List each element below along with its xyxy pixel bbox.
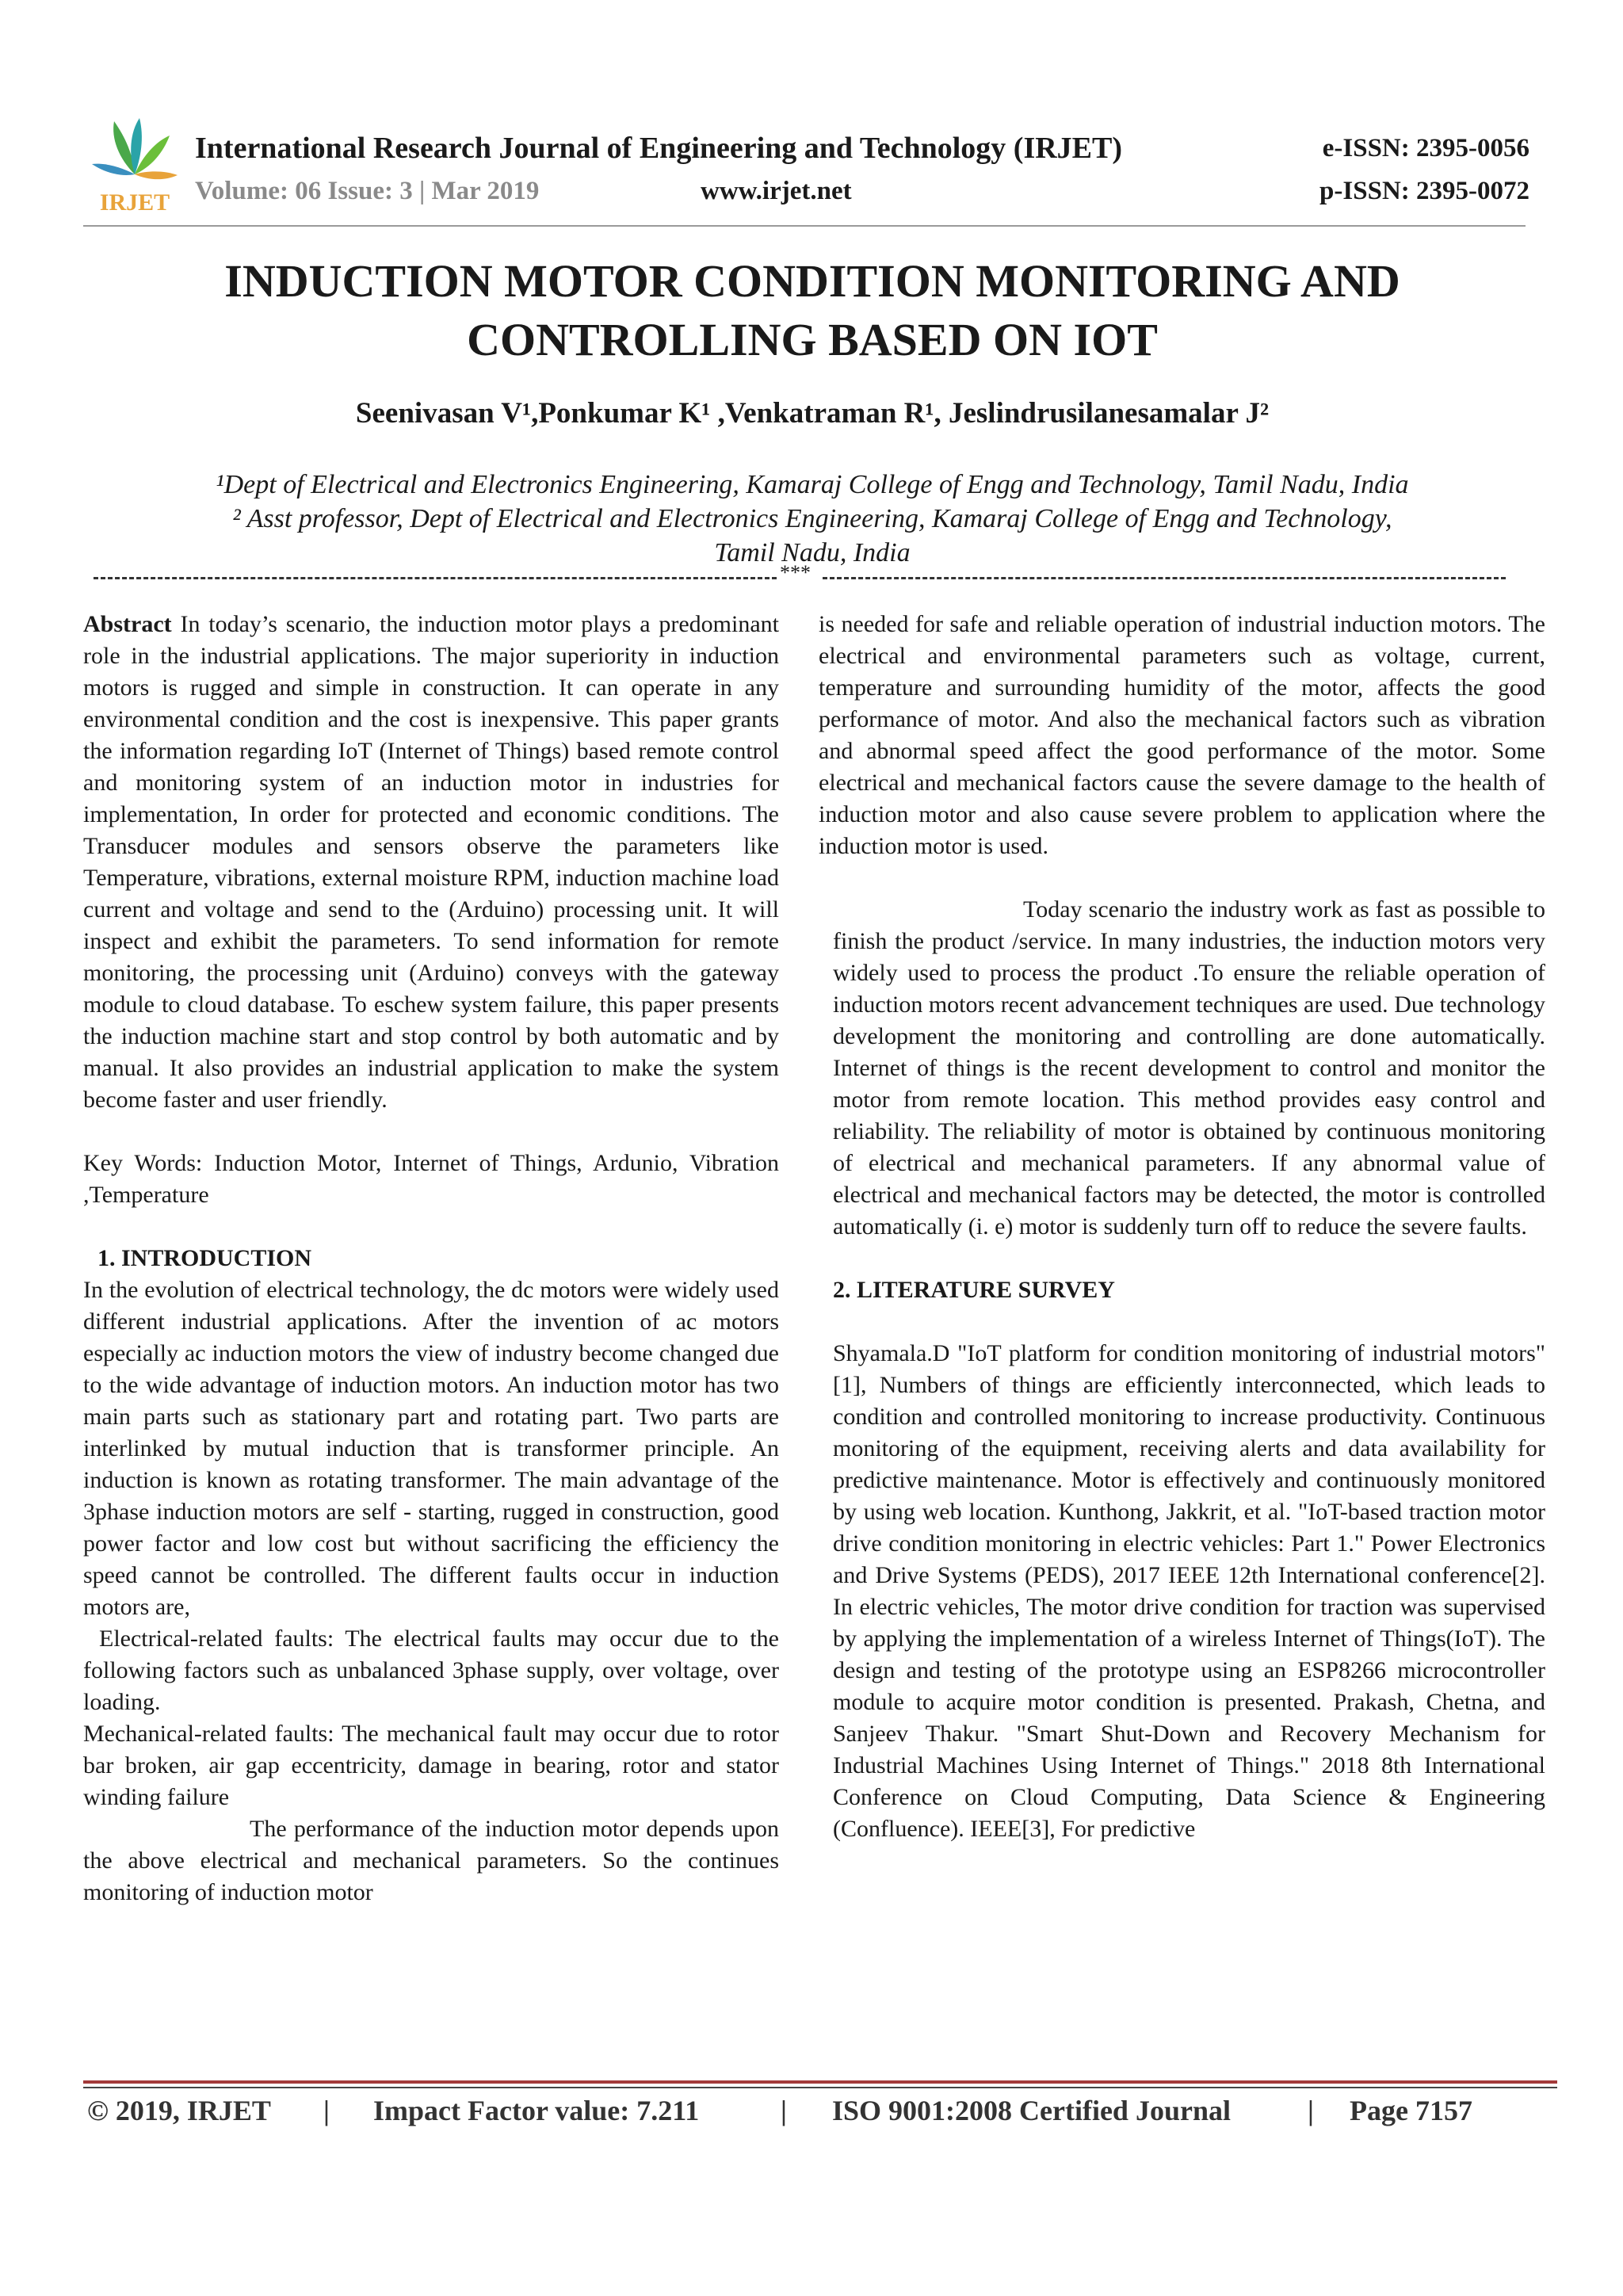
footer-copyright: © 2019, IRJET	[87, 2095, 271, 2126]
affiliation-2: ² Asst professor, Dept of Electrical and Electronics Engineering, Kamaraj College of Engg and Technology,	[232, 504, 1392, 533]
svg-text:IRJET: IRJET	[99, 189, 170, 216]
p-issn: p-ISSN: 2395-0072	[1319, 177, 1529, 205]
introduction-paragraph-1: In the evolution of electrical technology, the dc motors were widely used different industrial applications. After the invention of ac motors especially ac induction motors the view of industry become changed due to the wide advantage of induction motors. An induction motor has two main parts such as stationary part and rotating part. Two parts are interlinked by mutual induction that is transformer principle. An induction is known as rotating transformer. The main advantage of the 3phase induction motors are self - starting, rugged in construction, good power factor and low cost but without sacrificing the efficiency the speed cannot be controlled. The different faults occur in induction motors are,	[83, 1277, 779, 1620]
footer-impact-factor: Impact Factor value: 7.211	[373, 2095, 700, 2126]
journal-website[interactable]: www.irjet.net	[701, 177, 852, 205]
footer-rule-red	[83, 2080, 1557, 2084]
journal-name: International Research Journal of Engineering and Technology (IRJET)	[195, 132, 1123, 165]
footer-separator: |	[781, 2095, 787, 2126]
journal-header	[87, 115, 1529, 226]
section-separator	[94, 561, 1506, 584]
keywords: Key Words: Induction Motor, Internet of Things, Ardunio, Vibration ,Temperature	[83, 1150, 779, 1208]
page-footer	[83, 2091, 1557, 2138]
footer-rule-dark	[83, 2087, 1557, 2088]
volume-issue: Volume: 06 Issue: 3 | Mar 2019	[195, 177, 540, 205]
abstract	[83, 609, 779, 1116]
title-line-2: CONTROLLING BASED ON IOT	[467, 314, 1158, 365]
title-line-1: INDUCTION MOTOR CONDITION MONITORING AND	[224, 255, 1400, 307]
introduction-paragraph-4: The performance of the induction motor depends upon the above electrical and mechanical parameters. So the continues monitoring of induction motor	[83, 1816, 779, 1905]
right-paragraph-1: is needed for safe and reliable operation of industrial induction motors. The electrical and environmental parameters such as voltage, current, temperature and surrounding humidity of the motor, affects the good performance of motor. And also the mechanical factors such as vibration and abnormal speed affect the good performance of the motor. Some electrical and mechanical factors cause the severe damage to the health of induction motor and also cause severe problem to application where the induction motor is used.	[819, 611, 1545, 859]
abstract-text: In today’s scenario, the induction motor plays a predominant role in the industrial applications. The major superiority in induction motors is rugged and simple in construction. It can operate in any environmental condition and the cost is inexpensive. This paper grants the information regarding IoT (Internet of Things) based remote control and monitoring system of an induction motor in industries for implementation, In order for protected and economic conditions. The Transducer modules and sensors observe the parameters like Temperature, vibrations, external moisture RPM, induction machine load current and voltage and send to the (Arduino) processing unit. It will inspect and exhibit the parameters. To send information for remote monitoring, the processing unit (Arduino) conveys with the gateway module to cloud database. To eschew system failure, this paper presents the induction machine start and stop control by both automatic and by manual. It also provides an industrial application to make the system become faster and user friendly.	[83, 611, 779, 1113]
paper-title	[119, 252, 1506, 369]
literature-survey-heading: 2. LITERATURE SURVEY	[833, 1277, 1115, 1303]
abstract-label: Abstract	[83, 611, 172, 637]
literature-survey-paragraph: Shyamala.D "IoT platform for condition monitoring of industrial motors" [1], Numbers of things are efficiently interconnected, which leads to condition and controlled monitoring to increase productivity. Continuous monitoring of the equipment, receiving alerts and data availability for predictive maintenance. Motor is effectively and continuously monitored by using web location. Kunthong, Jakkrit, et al. "IoT-based traction motor drive condition monitoring in electric vehicles: Part 1." Power Electronics and Drive Systems (PEDS), 2017 IEEE 12th International conference[2]. In electric vehicles, The motor drive condition for traction was supervised by applying the implementation of a wireless Internet of Things(IoT). The design and testing of the prototype using an ESP8266 microcontroller module to acquire motor condition is presented. Prakash, Chetna, and Sanjeev Thakur. "Smart Shut-Down and Recovery Mechanism for Industrial Machines Using Internet of Things." 2018 8th International Conference on Cloud Computing, Data Science & Engineering (Confluence). IEEE[3], For predictive	[833, 1340, 1545, 1842]
right-paragraph-2: Today scenario the industry work as fast as possible to finish the product /service. In many industries, the induction motors very widely used to process the product .To ensure the reliable operation of induction motors recent advancement techniques are used. Due technology development the monitoring and controlling are done automatically. Internet of things is the recent development to control and monitor the motor from remote location. This method provides easy control and reliability. The reliability of motor is obtained by continuous monitoring of electrical and mechanical parameters. If any abnormal value of electrical and mechanical factors may be detected, the motor is controlled automatically (i. e) motor is suddenly turn off to reduce the severe faults.	[833, 896, 1545, 1240]
introduction-heading: 1. INTRODUCTION	[97, 1245, 312, 1271]
introduction-paragraph-2: Electrical-related faults: The electrical faults may occur due to the following factors such as unbalanced 3phase supply, over voltage, over loading.	[83, 1626, 779, 1715]
affiliations	[119, 468, 1506, 570]
right-column	[819, 609, 1545, 1845]
left-column	[83, 609, 779, 1908]
footer-separator: |	[323, 2095, 330, 2126]
footer-separator: |	[1308, 2095, 1314, 2126]
affiliation-2-cont: Tamil Nadu, India	[714, 538, 911, 567]
header-rule	[83, 225, 1526, 227]
separator-stars: ***	[780, 561, 811, 584]
footer-iso: ISO 9001:2008 Certified Journal	[832, 2095, 1231, 2126]
footer-page-number: Page 7157	[1350, 2095, 1472, 2126]
affiliation-1: ¹Dept of Electrical and Electronics Engineering, Kamaraj College of Engg and Technology, Tamil Nadu, India	[216, 470, 1409, 499]
irjet-logo	[87, 115, 182, 218]
e-issn: e-ISSN: 2395-0056	[1322, 134, 1529, 162]
introduction-paragraph-3: Mechanical-related faults: The mechanical fault may occur due to rotor bar broken, air gap eccentricity, damage in bearing, rotor and stator winding failure	[83, 1721, 779, 1810]
author-list: Seenivasan V¹,Ponkumar K¹ ,Venkatraman R¹, Jeslindrusilanesamalar J²	[355, 397, 1270, 430]
